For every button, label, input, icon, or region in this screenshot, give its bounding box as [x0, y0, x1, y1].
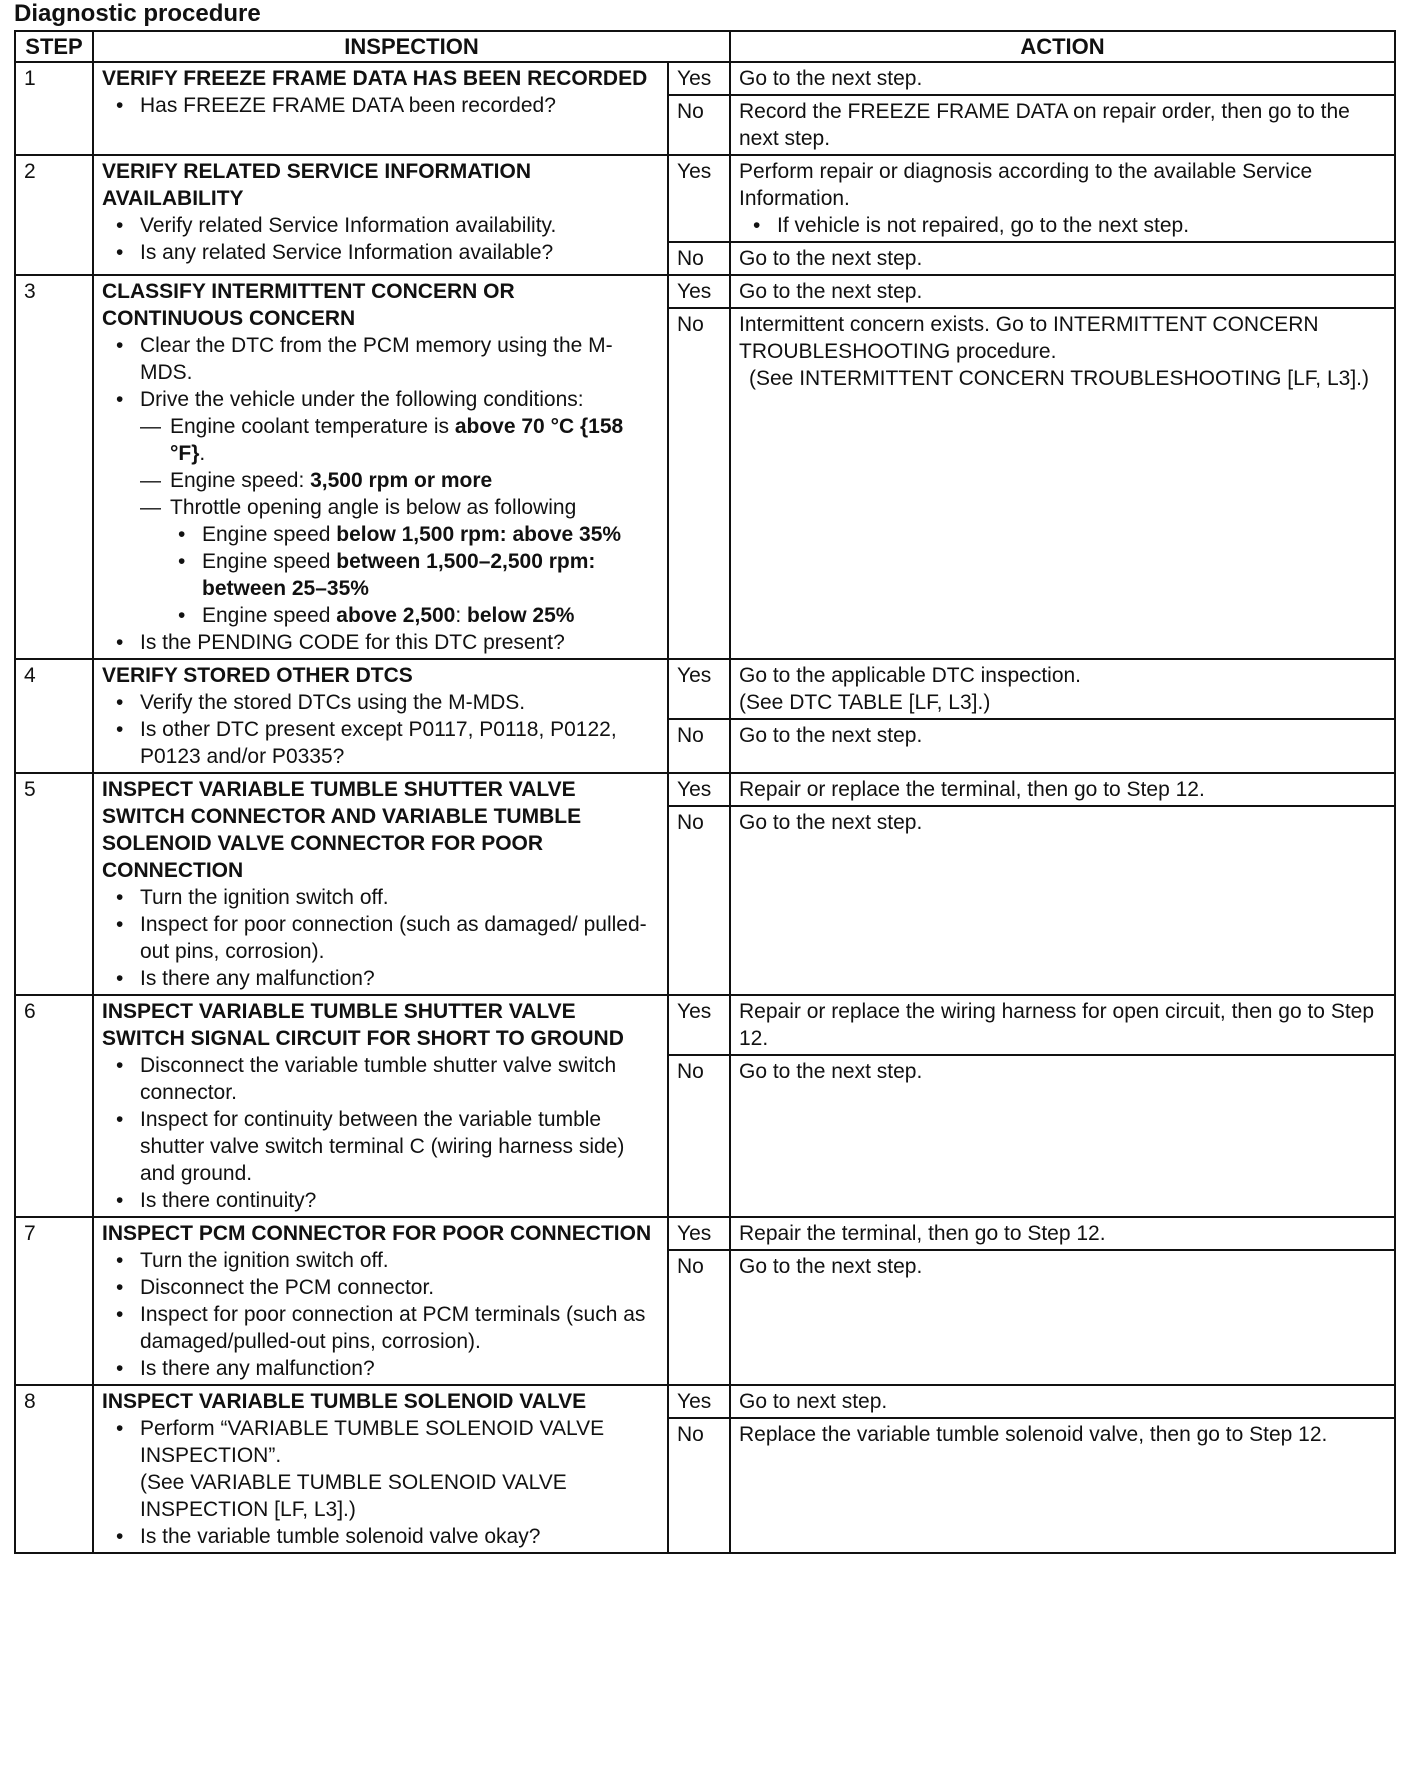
inspection-title: INSPECT PCM CONNECTOR FOR POOR CONNECTION [102, 1222, 652, 1245]
action-no: Go to the next step. [730, 806, 1395, 995]
sub-condition-text: Engine speed [202, 523, 337, 546]
inspection-cell [93, 773, 668, 995]
inspection-list [102, 689, 659, 770]
no-label: No [668, 308, 730, 659]
no-label: No [668, 806, 730, 995]
list-item: • Inspect for poor connection at PCM terminals (such as damaged/pulled-out pins, corrosion). [102, 1301, 659, 1355]
action-yes [730, 155, 1395, 242]
action-reference: (See INTERMITTENT CONCERN TROUBLESHOOTING [LF, L3].) [749, 367, 1369, 390]
yes-label: Yes [668, 1217, 730, 1250]
list-item: • Drive the vehicle under the following conditions: [102, 386, 659, 413]
list-item: • Disconnect the variable tumble shutter valve switch connector. [102, 1052, 659, 1106]
sub-condition-item [102, 521, 659, 548]
header-step: STEP [15, 31, 93, 62]
page-title: Diagnostic procedure [14, 0, 261, 27]
action-yes [730, 659, 1395, 719]
action-yes: Go to next step. [730, 1385, 1395, 1418]
action-no: Record the FREEZE FRAME DATA on repair order, then go to the next step. [730, 95, 1395, 155]
table-row [15, 275, 1395, 308]
no-label: No [668, 1055, 730, 1217]
condition-text: Engine speed: [170, 469, 311, 492]
header-action: ACTION [730, 31, 1395, 62]
table-header-row [15, 31, 1395, 62]
inspection-title: INSPECT VARIABLE TUMBLE SHUTTER VALVE SWITCH CONNECTOR AND VARIABLE TUMBLE SOLENOID VALVE CONNECTOR FOR POOR CONNECTION [102, 778, 582, 882]
list-item: • Inspect for continuity between the variable tumble shutter valve switch terminal C (wiring harness side) and ground. [102, 1106, 659, 1187]
list-item [102, 1415, 659, 1523]
list-item-text: • Perform “VARIABLE TUMBLE SOLENOID VALVE INSPECTION”. [140, 1417, 605, 1467]
list-item: • Clear the DTC from the PCM memory using the M-MDS. [102, 332, 659, 386]
action-yes: Repair or replace the terminal, then go to Step 12. [730, 773, 1395, 806]
action-yes-text: Perform repair or diagnosis according to the available Service Information. [739, 160, 1313, 210]
list-item: • Is the variable tumble solenoid valve okay? [102, 1523, 659, 1550]
yes-label: Yes [668, 62, 730, 95]
action-no: Go to the next step. [730, 242, 1395, 275]
inspection-title: VERIFY RELATED SERVICE INFORMATION AVAILABILITY [102, 160, 531, 210]
action-yes: Repair or replace the wiring harness for open circuit, then go to Step 12. [730, 995, 1395, 1055]
step-number: 7 [15, 1217, 93, 1385]
inspection-cell [93, 1217, 668, 1385]
list-item: • If vehicle is not repaired, go to the next step. [739, 212, 1386, 239]
no-label: No [668, 242, 730, 275]
list-item: • Turn the ignition switch off. [102, 1247, 659, 1274]
yes-label: Yes [668, 659, 730, 719]
table-row [15, 995, 1395, 1055]
step-number: 8 [15, 1385, 93, 1553]
inspection-title: VERIFY FREEZE FRAME DATA HAS BEEN RECORDED [102, 67, 648, 90]
yes-label: Yes [668, 275, 730, 308]
action-yes-text: Go to the applicable DTC inspection. [739, 664, 1082, 687]
inspection-cell [93, 62, 668, 155]
step-number: 2 [15, 155, 93, 275]
list-item: • Is the PENDING CODE for this DTC present? [102, 629, 659, 656]
sub-condition-item [102, 602, 659, 629]
table-row [15, 1217, 1395, 1250]
inspection-list [102, 884, 659, 992]
inspection-title: VERIFY STORED OTHER DTCS [102, 664, 413, 687]
sub-condition-item [102, 548, 659, 602]
condition-value: 3,500 rpm or more [310, 469, 493, 492]
yes-label: Yes [668, 1385, 730, 1418]
inspection-list [102, 212, 659, 266]
inspection-cell [93, 995, 668, 1217]
yes-label: Yes [668, 773, 730, 806]
inspection-list [102, 92, 659, 119]
list-item: • Is other DTC present except P0117, P0118, P0122, P0123 and/or P0335? [102, 716, 659, 770]
list-item: • Has FREEZE FRAME DATA been recorded? [102, 92, 659, 119]
action-yes: Repair the terminal, then go to Step 12. [730, 1217, 1395, 1250]
list-item: • Verify the stored DTCs using the M-MDS. [102, 689, 659, 716]
action-no: Replace the variable tumble solenoid valve, then go to Step 12. [730, 1418, 1395, 1553]
action-no-text: Intermittent concern exists. Go to INTERMITTENT CONCERN TROUBLESHOOTING procedure. [739, 313, 1319, 363]
step-number: 3 [15, 275, 93, 659]
yes-label: Yes [668, 995, 730, 1055]
list-item: • Is any related Service Information available? [102, 239, 659, 266]
inspection-cell [93, 659, 668, 773]
condition-item [102, 467, 659, 494]
sub-condition-value: below 1,500 rpm: above 35% [336, 523, 622, 546]
condition-text: Engine coolant temperature is [170, 415, 455, 438]
inspection-list [102, 1052, 659, 1214]
action-no: Go to the next step. [730, 1055, 1395, 1217]
action-yes: Go to the next step. [730, 62, 1395, 95]
list-item: • Turn the ignition switch off. [102, 884, 659, 911]
inspection-cell [93, 1385, 668, 1553]
list-item: • Verify related Service Information availability. [102, 212, 659, 239]
table-row [15, 659, 1395, 719]
inspection-cell [93, 155, 668, 275]
header-inspection: INSPECTION [93, 31, 730, 62]
table-row [15, 62, 1395, 95]
action-no: Go to the next step. [730, 1250, 1395, 1385]
step-number: 1 [15, 62, 93, 155]
sub-condition-text: Engine speed [202, 604, 337, 627]
inspection-title: INSPECT VARIABLE TUMBLE SHUTTER VALVE SWITCH SIGNAL CIRCUIT FOR SHORT TO GROUND [102, 1000, 624, 1050]
list-item-reference: (See VARIABLE TUMBLE SOLENOID VALVE INSPECTION [LF, L3].) [140, 1471, 567, 1521]
inspection-cell [93, 275, 668, 659]
diagnostic-table [14, 30, 1396, 1554]
inspection-list [102, 1247, 659, 1382]
condition-value: above 70 °C {158 °F} [170, 415, 624, 465]
step-number: 5 [15, 773, 93, 995]
action-reference: (See DTC TABLE [LF, L3].) [739, 691, 991, 714]
inspection-title: INSPECT VARIABLE TUMBLE SOLENOID VALVE [102, 1390, 587, 1413]
table-row [15, 1385, 1395, 1418]
inspection-list [102, 332, 659, 656]
condition-item: — Throttle opening angle is below as following [102, 494, 659, 521]
sub-condition-value: between 1,500–2,500 rpm: between 25–35% [202, 550, 596, 600]
no-label: No [668, 719, 730, 773]
action-no [730, 308, 1395, 659]
table-row [15, 155, 1395, 242]
sub-condition-text: Engine speed [202, 550, 337, 573]
action-yes: Go to the next step. [730, 275, 1395, 308]
action-list [739, 212, 1386, 239]
table-row [15, 773, 1395, 806]
yes-label: Yes [668, 155, 730, 242]
list-item: • Is there any malfunction? [102, 965, 659, 992]
step-number: 4 [15, 659, 93, 773]
condition-item [102, 413, 659, 467]
inspection-list [102, 1415, 659, 1550]
no-label: No [668, 1250, 730, 1385]
action-no: Go to the next step. [730, 719, 1395, 773]
step-number: 6 [15, 995, 93, 1217]
condition-end: . [199, 442, 206, 465]
list-item: • Inspect for poor connection (such as damaged/ pulled-out pins, corrosion). [102, 911, 659, 965]
list-item: • Disconnect the PCM connector. [102, 1274, 659, 1301]
inspection-title: CLASSIFY INTERMITTENT CONCERN OR CONTINUOUS CONCERN [102, 280, 515, 330]
no-label: No [668, 95, 730, 155]
sub-condition-value: below 25% [467, 604, 575, 627]
no-label: No [668, 1418, 730, 1553]
sub-condition-value: above 2,500 [336, 604, 456, 627]
list-item: • Is there continuity? [102, 1187, 659, 1214]
sub-condition-sep: : [455, 604, 468, 627]
list-item: • Is there any malfunction? [102, 1355, 659, 1382]
